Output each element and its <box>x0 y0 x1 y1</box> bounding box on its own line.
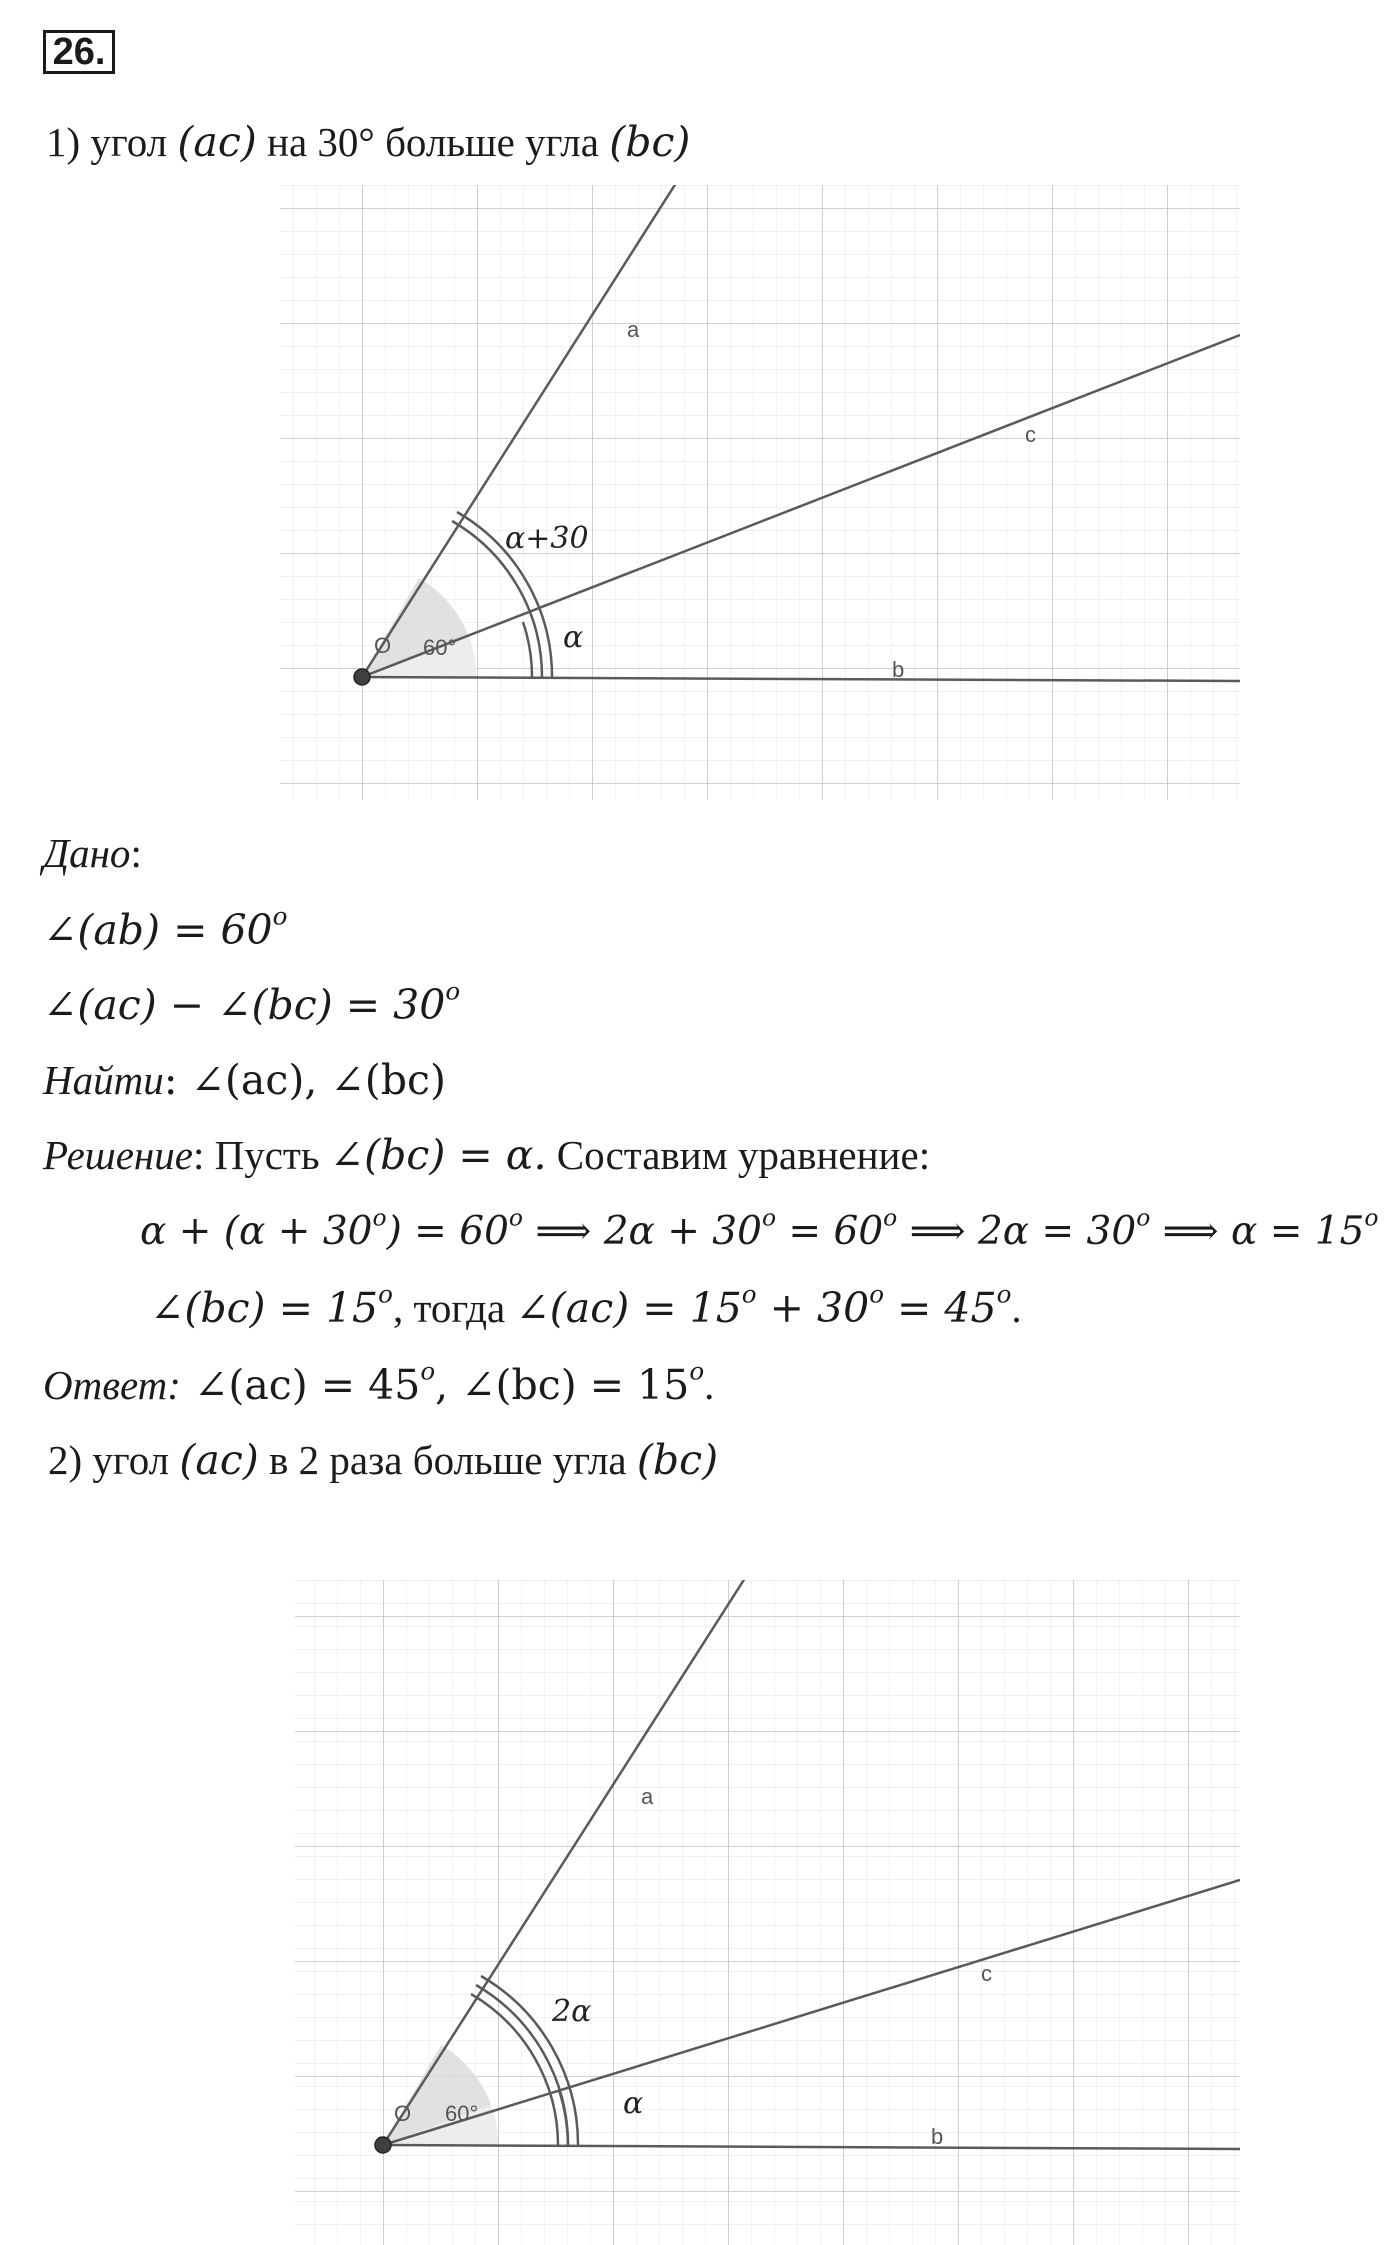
ans-p1: ∠(ac) = 45 <box>180 1361 421 1409</box>
solution-line <box>43 1130 930 1180</box>
eq-sup-1: o <box>372 1203 387 1232</box>
res-p1: ∠(bc) = 15 <box>150 1284 379 1332</box>
ans-sup-1: o <box>420 1356 436 1386</box>
grid-major <box>280 185 1240 800</box>
eq-sup-5: o <box>1136 1203 1151 1232</box>
given-colon: : <box>130 830 142 876</box>
solution-label: Решение <box>43 1132 193 1178</box>
figure-1 <box>280 185 1240 800</box>
point-o <box>375 2137 391 2153</box>
eq-p6: ⟹ α = 15 <box>1150 1209 1365 1254</box>
eq-p1: α + (α + 30 <box>140 1209 373 1254</box>
solution-let: ∠(bc) = α. <box>329 1131 547 1179</box>
eq-p2: ) = 60 <box>386 1209 509 1254</box>
label-ray-a: a <box>641 1784 654 1809</box>
ans-sup-2: o <box>689 1356 705 1386</box>
eq-p4: = 60 <box>776 1209 884 1254</box>
label-point-o: O <box>374 633 392 658</box>
task-number: 26. <box>43 30 115 74</box>
ans-p2: , ∠(bc) = 15 <box>435 1361 690 1409</box>
label-ray-b: b <box>892 657 905 682</box>
ans-p3: . <box>704 1362 715 1408</box>
part2-heading-bc: (bc) <box>636 1436 719 1484</box>
figure-2 <box>295 1580 1240 2245</box>
part1-heading <box>46 117 690 167</box>
res-sup-4: o <box>996 1279 1012 1309</box>
part2-heading-pre: 2) угол <box>48 1437 180 1483</box>
find-line <box>43 1055 446 1105</box>
label-two-alpha: 2α <box>552 1994 592 2029</box>
eq-sup-6: o <box>1364 1203 1379 1232</box>
label-point-o: O <box>394 2101 412 2126</box>
label-alpha-plus-30: α+30 <box>505 521 589 556</box>
label-alpha: α <box>563 620 584 655</box>
equation-line <box>140 1203 1379 1257</box>
eq-sup-4: o <box>883 1203 898 1232</box>
given-2-text: ∠(ac) − ∠(bc) = 30 <box>43 981 446 1029</box>
res-sup-1: o <box>378 1279 393 1309</box>
part1-heading-mid: на 30° больше угла <box>256 119 610 165</box>
find-rest: : ∠(ac), ∠(bc) <box>163 1056 446 1104</box>
label-angle-60: 60° <box>423 635 457 660</box>
given-line-2 <box>43 976 461 1030</box>
res-sup-3: o <box>869 1279 884 1309</box>
part1-heading-bc: (bc) <box>609 118 691 166</box>
solution-rest: Составим уравнение: <box>546 1132 931 1178</box>
label-alpha: α <box>623 2086 644 2121</box>
given-1-sup: o <box>272 901 288 931</box>
part1-heading-ac: (ac) <box>177 118 257 166</box>
given-1-text: ∠(ab) = 60 <box>43 906 273 954</box>
answer-line <box>43 1356 715 1410</box>
result-line <box>150 1279 1022 1333</box>
label-angle-60: 60° <box>445 2101 479 2126</box>
eq-p3: ⟹ 2α + 30 <box>522 1209 762 1254</box>
eq-sup-2: o <box>508 1203 523 1232</box>
given-label: Дано <box>43 830 131 876</box>
res-sup-2: o <box>741 1279 757 1309</box>
answer-label: Ответ: <box>43 1362 181 1408</box>
given-heading <box>43 828 142 878</box>
part2-heading-ac: (ac) <box>179 1436 259 1484</box>
part2-heading-mid: в 2 раза больше угла <box>258 1437 637 1483</box>
eq-sup-3: o <box>761 1203 777 1232</box>
label-ray-b: b <box>931 2124 944 2149</box>
part2-heading <box>48 1435 718 1485</box>
res-p3: ∠(ac) = 15 <box>515 1284 742 1332</box>
label-ray-a: a <box>627 317 640 342</box>
solution-colon: : Пусть <box>192 1132 330 1178</box>
find-label: Найти <box>43 1057 164 1103</box>
label-ray-c: c <box>1025 422 1036 447</box>
given-line-1 <box>43 901 288 955</box>
res-p2: , тогда <box>392 1285 516 1331</box>
res-p6: . <box>1011 1285 1022 1331</box>
res-p5: = 45 <box>884 1284 997 1332</box>
label-ray-c: c <box>981 1961 992 1986</box>
eq-p5: ⟹ 2α = 30 <box>897 1209 1137 1254</box>
point-o <box>354 669 370 685</box>
part1-heading-pre: 1) угол <box>46 119 178 165</box>
res-p4: + 30 <box>756 1284 870 1332</box>
given-2-sup: o <box>445 976 461 1006</box>
